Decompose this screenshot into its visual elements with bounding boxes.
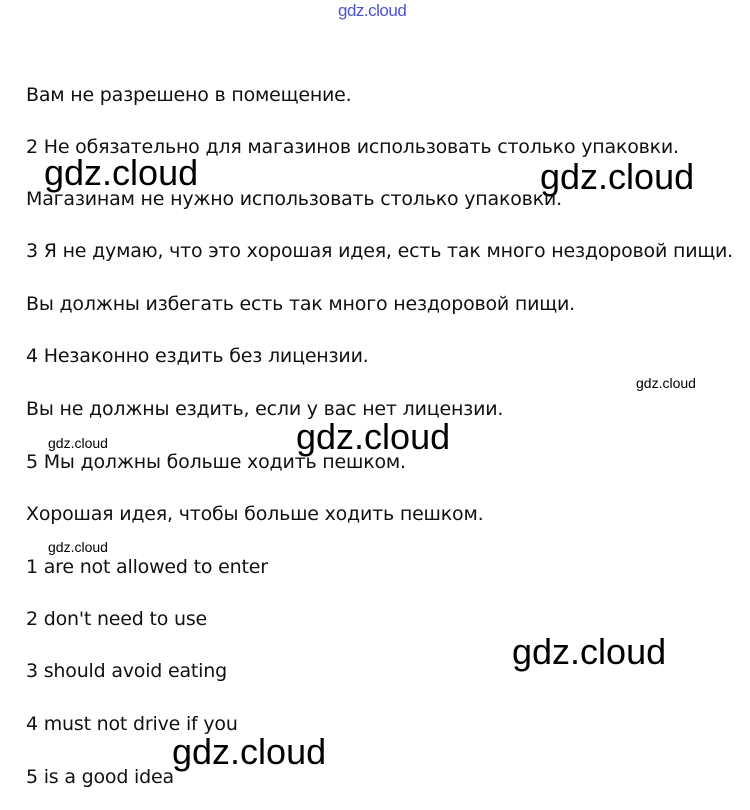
text-line-2: 2 Не обязательно для магазинов использовать столько упаковки.	[26, 136, 679, 158]
text-line-4: 3 Я не думаю, что это хорошая идея, есть так много нездоровой пищи.	[26, 240, 734, 262]
answer-line-4: 4 must not drive if you	[26, 713, 238, 735]
answer-line-1: 1 are not allowed to enter	[26, 556, 268, 578]
watermark-1: gdz.cloud	[44, 152, 199, 193]
answer-line-3: 3 should avoid eating	[26, 660, 227, 682]
text-line-7: Вы не должны ездить, если у вас нет лицензии.	[26, 398, 504, 420]
answer-line-5: 5 is a good idea	[26, 766, 174, 788]
answer-line-2: 2 don't need to use	[26, 608, 208, 630]
watermark-top: gdz.cloud	[338, 1, 407, 20]
text-line-5: Вы должны избегать есть так много нездоровой пищи.	[26, 293, 575, 315]
watermark-5: gdz.cloud	[48, 435, 108, 451]
text-line-8: 5 Мы должны больше ходить пешком.	[26, 451, 406, 473]
text-line-1: Вам не разрешено в помещение.	[26, 84, 352, 106]
watermark-8: gdz.cloud	[172, 731, 327, 772]
text-line-6: 4 Незаконно ездить без лицензии.	[26, 345, 369, 367]
watermark-2: gdz.cloud	[540, 156, 695, 197]
watermark-7: gdz.cloud	[512, 631, 667, 672]
text-line-9: Хорошая идея, чтобы больше ходить пешком.	[26, 503, 484, 525]
watermark-6: gdz.cloud	[48, 539, 108, 555]
watermark-3: gdz.cloud	[636, 375, 696, 391]
watermark-4: gdz.cloud	[296, 416, 451, 457]
text-line-3: Магазинам не нужно использовать столько упаковки.	[26, 188, 562, 210]
